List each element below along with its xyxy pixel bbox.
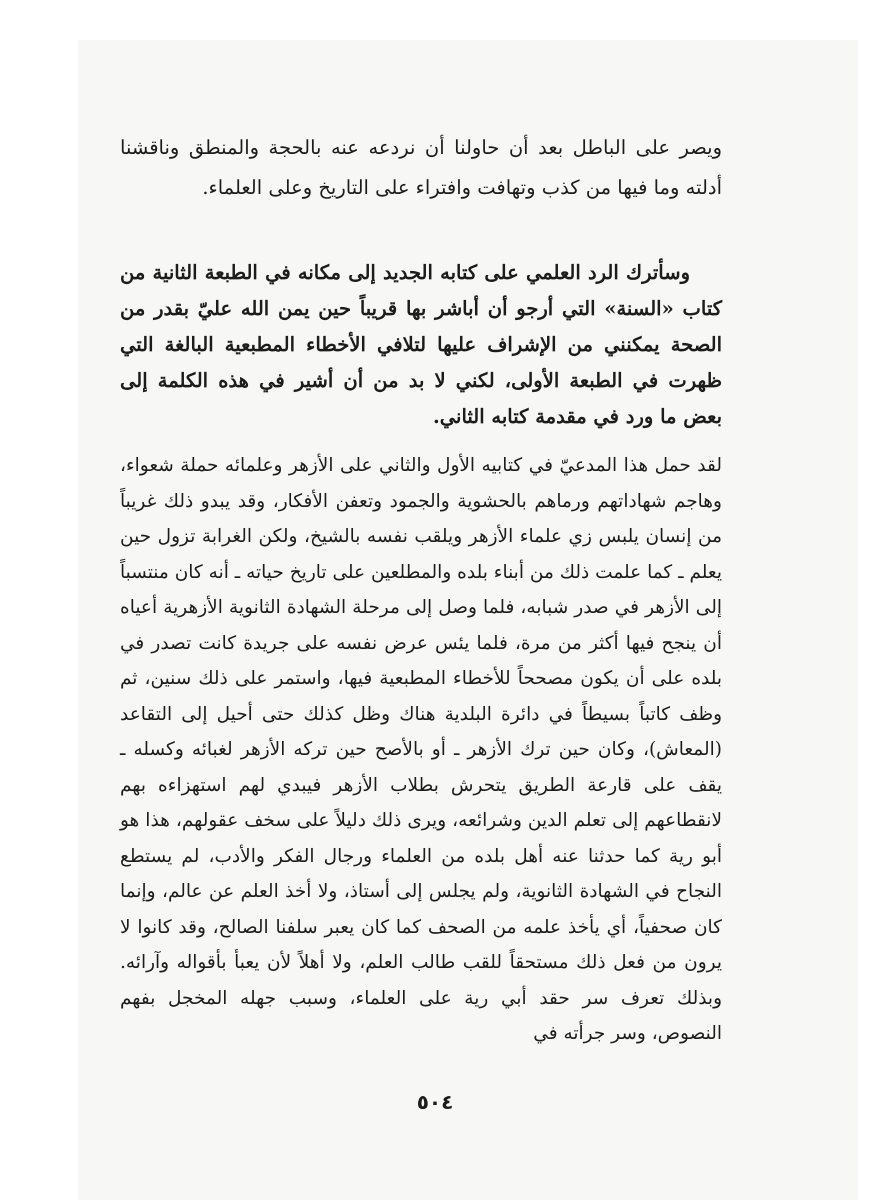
intro-paragraph-block xyxy=(120,128,722,208)
page-number: ٥٠٤ xyxy=(416,1090,454,1114)
intro-paragraph: ويصر على الباطل بعد أن حاولنا أن نردعه عنه بالحجة والمنطق وناقشنا أدلته وما فيها من كذب وتهافت وافتراء على التاريخ وعلى العلماء. xyxy=(120,136,722,199)
main-paragraph: لقد حمل هذا المدعيّ في كتابيه الأول والثاني على الأزهر وعلمائه حملة شعواء، وهاجم شهاداتهم ورماهم بالحشوية والجمود وتعفن الأفكار، وقد يبدو ذلك غريباً من إنسان يلبس زي علماء الأزهر ويلقب نفسه بالشيخ، ولكن الغرابة تزول حين يعلم ـ كما علمت ذلك من أبناء بلده والمطلعين على تاريخ حياته ـ أنه كان منتسباً إلى الأزهر في صدر شبابه، فلما وصل إلى مرحلة الشهادة الثانوية الأزهرية أعياه أن ينجح فيها أكثر من مرة، فلما يئس عرض نفسه على جريدة كانت تصدر في بلده على أن يكون مصححاً للأخطاء المطبعية فيها، واستمر على ذلك سنين، ثم وظف كاتباً بسيطاً في دائرة البلدية هناك وظل كذلك حتى أحيل إلى التقاعد (المعاش)، وكان حين ترك الأزهر ـ أو بالأصح حين تركه الأزهر لغبائه وكسله ـ يقف على قارعة الطريق يتحرش بطلاب الأزهر فيبدي لهم استهزاءه بهم لانقطاعهم إلى تعلم الدين وشرائعه، ويرى ذلك دليلاً على سخف عقولهم، هذا هو أبو رية كما حدثنا عنه أهل بلده من العلماء ورجال الفكر والأدب، لم يستطع النجاح في الشهادة الثانوية، ولم يجلس إلى أستاذ، ولا أخذ العلم عن عالم، وإنما كان صحفياً، أي يأخذ علمه من الصحف كما كان يعبر سلفنا الصالح، وقد كانوا لا يرون من فعل ذلك مستحقاً للقب طالب العلم، ولا أهلاً لأن يعبأ بأقواله وآرائه. وبذلك تعرف سر حقد أبي رية على العلماء، وسبب جهله المخجل بفهم النصوص، وسر جرأته في xyxy=(120,455,722,1044)
bold-paragraph-block xyxy=(120,255,722,435)
bold-paragraph: وسأترك الرد العلمي على كتابه الجديد إلى مكانه في الطبعة الثانية من كتاب «السنة» التي أرجو أن أباشر بها قريباً حين يمن الله عليّ بقدر من الصحة يمكنني من الإشراف عليها لتلافي الأخطاء المطبعية البالغة التي ظهرت في الطبعة الأولى، لكني لا بد من أن أشير في هذه الكلمة إلى بعض ما ورد في مقدمة كتابه الثاني. xyxy=(120,261,722,428)
main-paragraph-block xyxy=(120,448,722,1052)
